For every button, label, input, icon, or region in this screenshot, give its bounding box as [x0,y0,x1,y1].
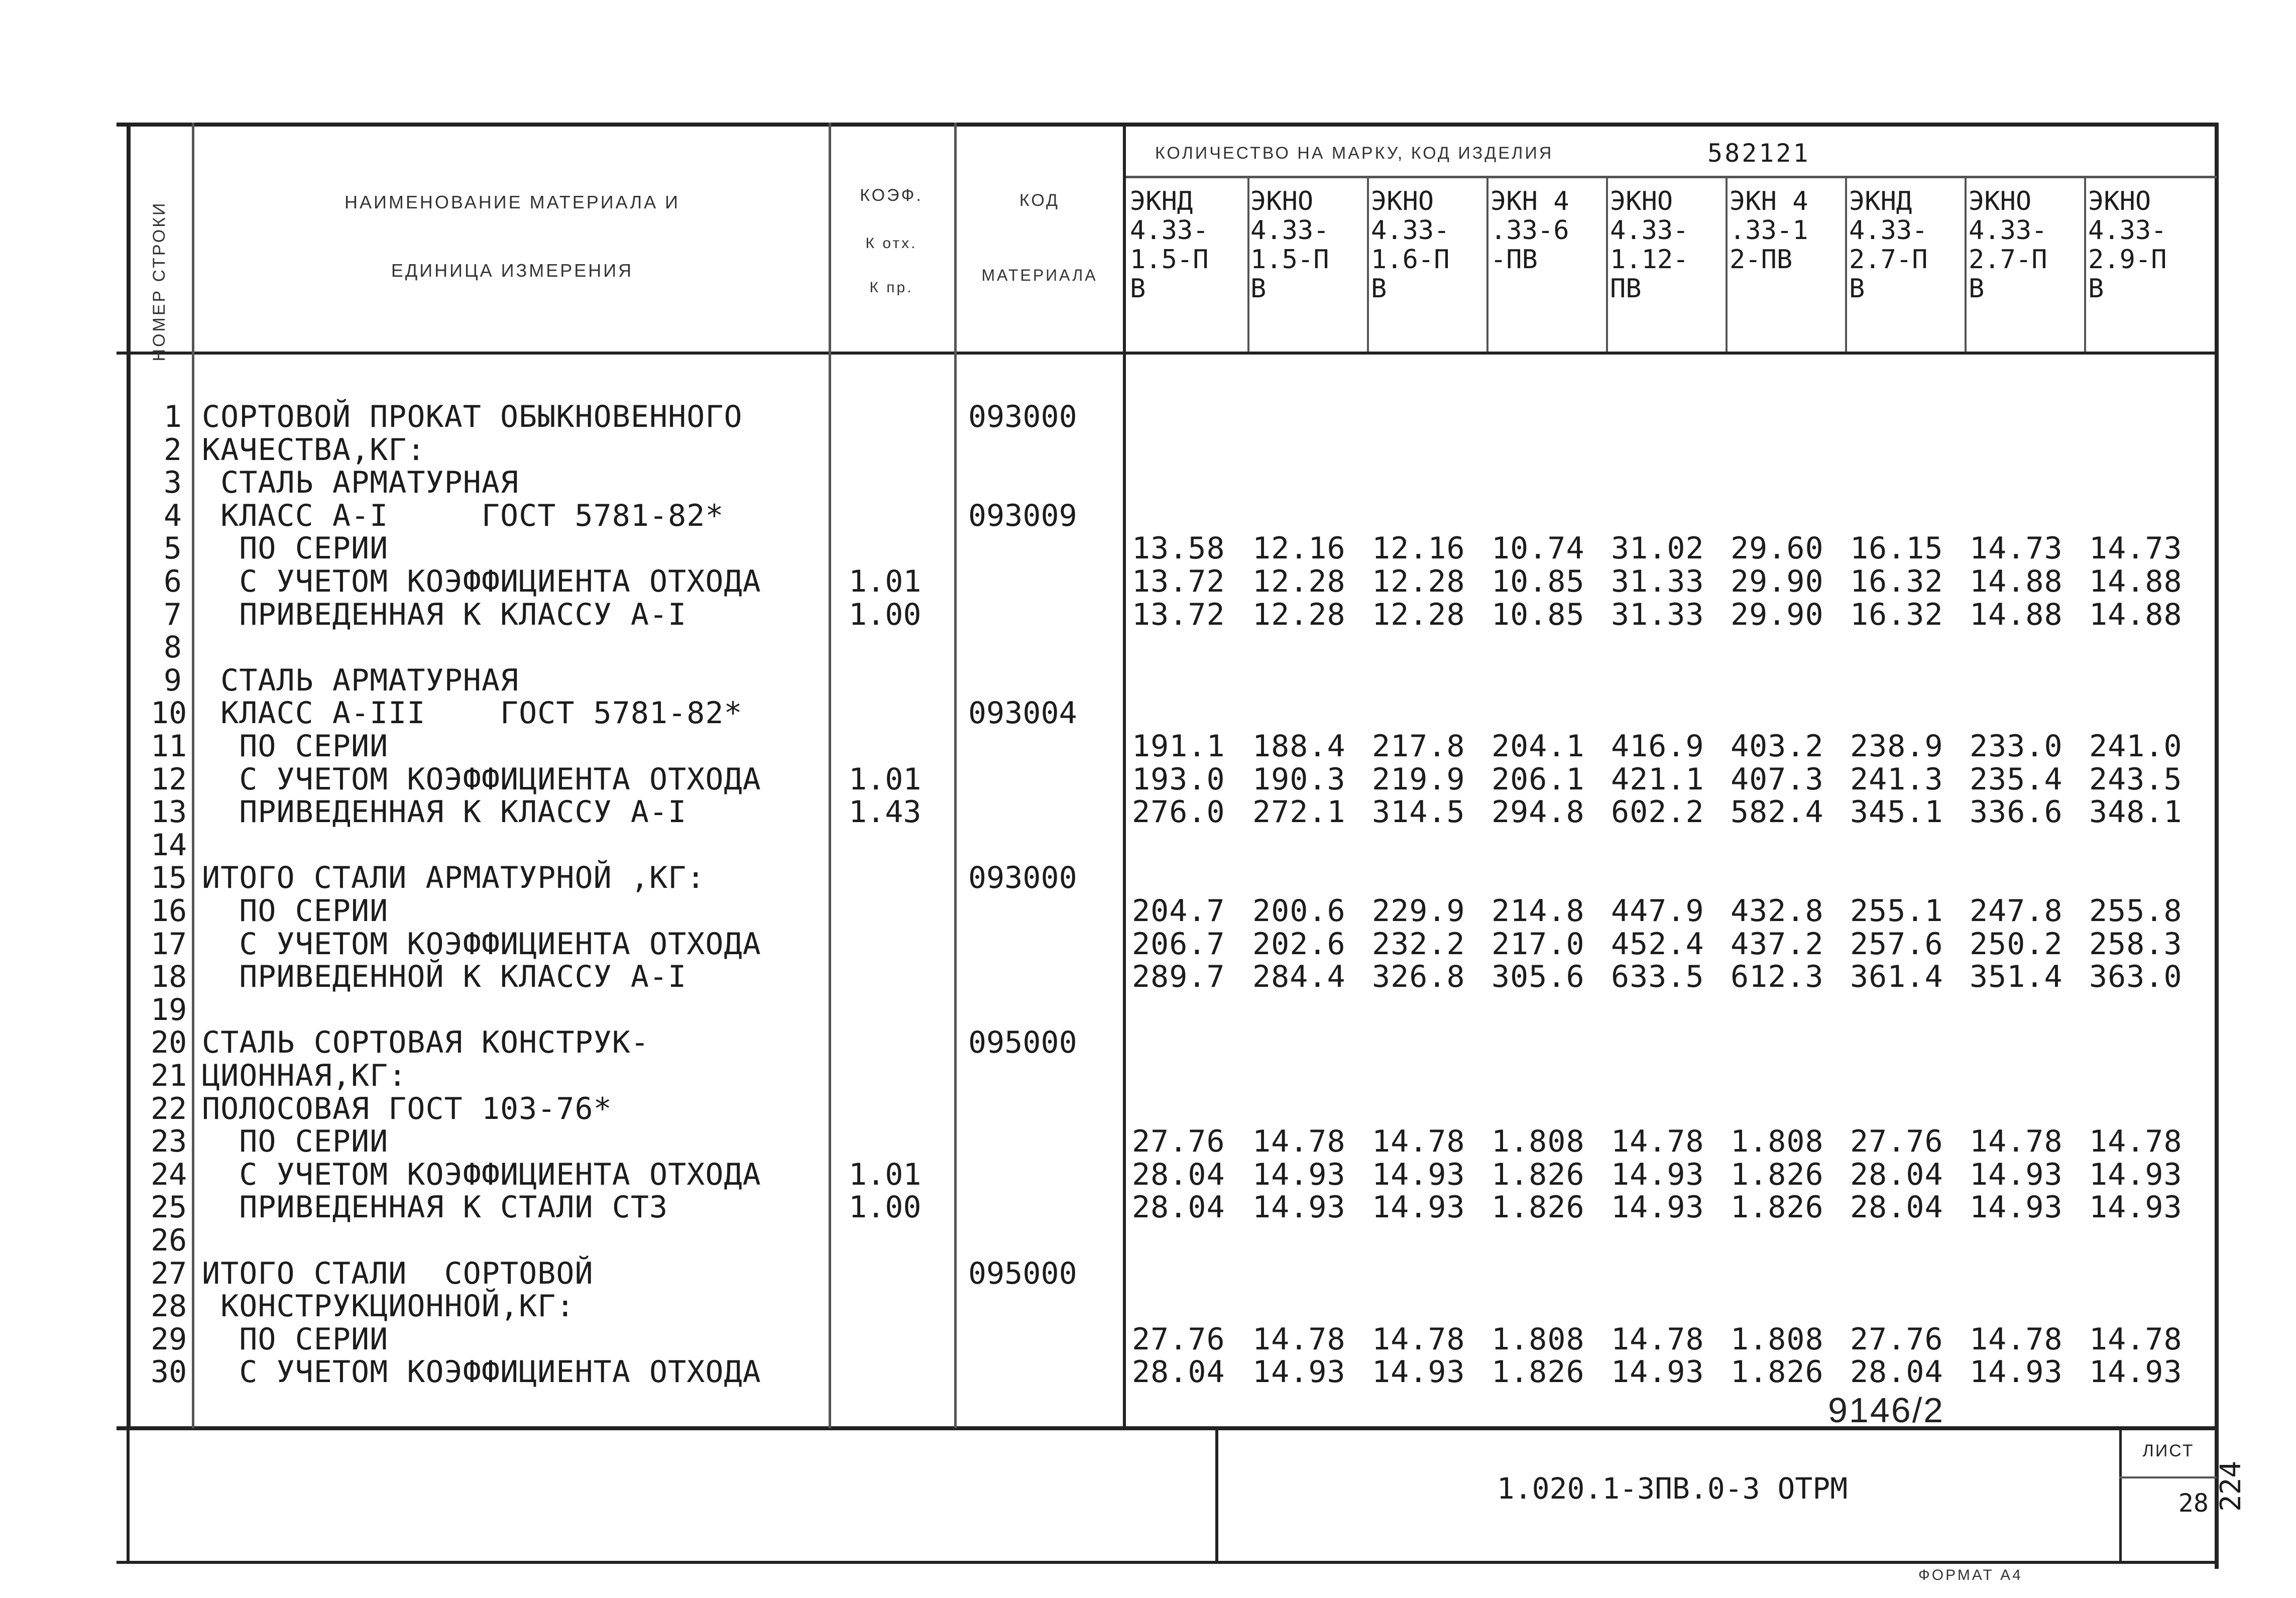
paper-format: ФОРМАТ А4 [1918,1567,2023,1583]
material-name: С УЧЕТОМ КОЭФФИЦИЕНТА ОТХОДА [202,564,761,599]
quantity-cell: 28.04 [1850,1354,1943,1390]
quantity-cell: 421.1 [1611,762,1704,797]
quantity-cell: 403.2 [1731,729,1824,764]
quantity-cell: 437.2 [1731,927,1824,962]
quantity-cell: 247.8 [1970,893,2063,929]
quantity-cell: 336.6 [1970,794,2063,830]
header-bottom-rule [117,352,2219,355]
quantity-cell: 14.78 [1252,1322,1346,1357]
quantity-cell: 633.5 [1611,959,1704,994]
coefficient: 1.01 [849,564,922,599]
row-number: 14 [151,828,187,863]
row-number: 22 [151,1091,187,1126]
row-number: 10 [151,696,187,731]
quantity-cell: 202.6 [1252,927,1346,962]
quantity-cell: 27.76 [1132,1322,1225,1357]
product-column-header: ЭКНО 4.33- 1.5-П В [1250,186,1329,304]
document-code: 1.020.1-3ПВ.0-3 ОТРМ [1497,1471,1848,1506]
quantity-cell: 284.4 [1252,959,1346,994]
quantity-cell: 217.8 [1372,729,1465,764]
header-kod-line1: КОД [1019,191,1060,210]
quantity-cell: 14.78 [1611,1124,1704,1159]
product-column-header: ЭКНД 4.33- 2.7-П В [1849,186,1928,304]
title-block-bottom-rule [117,1561,2219,1564]
material-code: 095000 [968,1256,1077,1291]
quantity-cell: 14.93 [1252,1157,1346,1192]
quantity-cell: 241.0 [2089,729,2183,764]
product-column-header: ЭКНО 4.33- 1.6-П В [1371,186,1450,304]
material-name: СТАЛЬ АРМАТУРНАЯ [202,465,519,500]
quantity-cell: 348.1 [2089,794,2183,830]
material-name: С УЧЕТОМ КОЭФФИЦИЕНТА ОТХОДА [202,762,761,797]
quantity-cell: 14.93 [1970,1354,2063,1390]
material-name: СТАЛЬ СОРТОВАЯ КОНСТРУК- [202,1025,649,1060]
material-name: ПО СЕРИИ [202,1124,389,1159]
material-name: ИТОГО СТАЛИ АРМАТУРНОЙ ,КГ: [202,860,706,895]
quantity-cell: 28.04 [1132,1354,1225,1390]
quantity-cell: 14.78 [2089,1124,2183,1159]
quantity-cell: 12.28 [1252,597,1346,632]
quantity-cell: 204.1 [1491,729,1585,764]
quantity-cell: 13.72 [1132,597,1225,632]
row-number: 13 [151,794,187,830]
row-number: 18 [151,959,187,994]
material-name: ПОЛОСОВАЯ ГОСТ 103-76* [202,1091,612,1126]
quantity-cell: 12.28 [1372,564,1465,599]
quantity-cell: 16.15 [1850,531,1943,566]
quantity-cell: 447.9 [1611,893,1704,929]
material-name: ПРИВЕДЕННАЯ К КЛАССУ А-I [202,597,687,632]
quantity-cell: 14.88 [2089,597,2183,632]
material-name: С УЧЕТОМ КОЭФФИЦИЕНТА ОТХОДА [202,1157,761,1192]
row-number: 20 [151,1025,187,1060]
material-name: КАЧЕСТВА,КГ: [202,432,426,468]
quantity-cell: 14.93 [2089,1190,2183,1225]
frame-left-rule [127,123,131,1428]
material-name: С УЧЕТОМ КОЭФФИЦИЕНТА ОТХОДА [202,927,761,962]
material-code: 093009 [968,498,1077,533]
quantity-cell: 14.93 [2089,1354,2183,1390]
quantity-cell: 14.93 [1372,1354,1465,1390]
quantity-cell: 12.28 [1252,564,1346,599]
row-number: 30 [151,1354,187,1390]
quantity-cell: 28.04 [1850,1157,1943,1192]
quantity-cell: 14.88 [1970,597,2063,632]
row-number: 6 [163,564,182,599]
col-rule-rownum [192,123,194,1428]
quantity-cell: 204.7 [1132,893,1225,929]
quantity-cell: 345.1 [1850,794,1943,830]
quantity-cell: 14.93 [1611,1190,1704,1225]
quantity-cell: 14.93 [1970,1190,2063,1225]
product-column-header: ЭКН 4 .33-6 -ПВ [1490,186,1569,275]
material-name: ИТОГО СТАЛИ СОРТОВОЙ [202,1256,594,1291]
quantity-cell: 602.2 [1611,794,1704,830]
product-column-header: ЭКН 4 .33-1 2-ПВ [1730,186,1808,275]
product-column-header: ЭКНО 4.33- 2.7-П В [1969,186,2047,304]
coefficient: 1.00 [849,597,922,632]
material-name: КЛАСС А-III ГОСТ 5781-82* [202,696,743,731]
quantity-cell: 14.78 [1970,1322,2063,1357]
quantity-cell: 276.0 [1132,794,1225,830]
quantity-cell: 233.0 [1970,729,2063,764]
quantity-cell: 14.93 [1252,1354,1346,1390]
quantity-cell: 14.93 [1372,1190,1465,1225]
quantity-cell: 31.33 [1611,597,1704,632]
quantity-cell: 1.826 [1491,1190,1585,1225]
frame-top-rule [117,123,2219,127]
col-rule-kod [1123,123,1126,1428]
margin-page-number: 224 [2215,1460,2247,1512]
quantity-cell: 1.826 [1731,1157,1824,1192]
quantity-cell: 10.74 [1491,531,1585,566]
row-number: 29 [151,1322,187,1357]
coefficient: 1.00 [849,1190,922,1225]
quantity-cell: 10.85 [1491,597,1585,632]
quantity-cell: 258.3 [2089,927,2183,962]
quantity-cell: 14.78 [1970,1124,2063,1159]
quantity-cell: 255.1 [1850,893,1943,929]
row-number: 5 [163,531,182,566]
row-number: 8 [163,630,182,665]
quantity-cell: 14.78 [1372,1322,1465,1357]
quantity-cell: 200.6 [1252,893,1346,929]
quantity-cell: 14.88 [1970,564,2063,599]
row-number: 28 [151,1289,187,1324]
material-code: 093000 [968,399,1077,434]
coefficient: 1.43 [849,794,922,830]
quantity-cell: 14.78 [1611,1322,1704,1357]
header-quantity-title: КОЛИЧЕСТВО НА МАРКУ, КОД ИЗДЕЛИЯ [1155,144,1554,163]
coefficient: 1.01 [849,1157,922,1192]
quantity-cell: 1.826 [1731,1354,1824,1390]
material-name: СОРТОВОЙ ПРОКАТ ОБЫКНОВЕННОГО [202,399,743,434]
quantity-cell: 229.9 [1372,893,1465,929]
col-rule-koef [954,123,957,1428]
header-koef-line3: К пр. [869,279,913,296]
frame-right-rule [2215,123,2219,1569]
row-number: 11 [151,729,187,764]
material-name: СТАЛЬ АРМАТУРНАЯ [202,663,519,698]
row-number: 9 [163,663,182,698]
quantity-cell: 10.85 [1491,564,1585,599]
sheet-label: ЛИСТ [2142,1441,2195,1460]
product-column-header: ЭКНО 4.33- 2.9-П В [2088,186,2167,304]
row-number: 27 [151,1256,187,1291]
material-code: 095000 [968,1025,1077,1060]
material-code: 093004 [968,696,1077,731]
quantity-cell: 16.32 [1850,597,1943,632]
header-koef-line1: КОЭФ. [860,186,923,205]
quantity-cell: 1.808 [1491,1322,1585,1357]
quantity-cell: 28.04 [1132,1190,1225,1225]
header-product-code: 582121 [1707,139,1810,168]
quantity-cell: 12.16 [1252,531,1346,566]
quantity-cell: 31.02 [1611,531,1704,566]
quantity-cell: 612.3 [1731,959,1824,994]
list-box-rule [2119,1476,2217,1478]
quantity-cell: 27.76 [1850,1322,1943,1357]
quantity-cell: 14.73 [1970,531,2063,566]
quantity-cell: 452.4 [1611,927,1704,962]
quantity-cell: 12.16 [1372,531,1465,566]
quantity-cell: 14.73 [2089,531,2183,566]
quantity-cell: 14.93 [1970,1157,2063,1192]
quantity-cell: 16.32 [1850,564,1943,599]
quantity-cell: 235.4 [1970,762,2063,797]
product-column-header: ЭКНО 4.33- 1.12- ПВ [1610,186,1689,304]
quantity-cell: 361.4 [1850,959,1943,994]
quantity-cell: 14.78 [1252,1124,1346,1159]
quantity-cell: 351.4 [1970,959,2063,994]
title-block-divider [1215,1428,1218,1563]
row-number: 23 [151,1124,187,1159]
quantity-cell: 13.58 [1132,531,1225,566]
row-number: 3 [163,465,182,500]
quantity-cell: 29.90 [1731,597,1824,632]
coefficient: 1.01 [849,762,922,797]
quantity-cell: 238.9 [1850,729,1943,764]
quantity-cell: 232.2 [1372,927,1465,962]
quantity-cell: 257.6 [1850,927,1943,962]
quantity-cell: 289.7 [1132,959,1225,994]
row-number: 19 [151,992,187,1028]
quantity-cell: 14.93 [1372,1157,1465,1192]
row-number: 4 [163,498,182,533]
header-kod-line2: МАТЕРИАЛА [981,266,1098,284]
quantity-cell: 12.28 [1372,597,1465,632]
row-number: 17 [151,927,187,962]
quantity-cell: 29.60 [1731,531,1824,566]
quantity-cell: 314.5 [1372,794,1465,830]
quantity-cell: 14.78 [1372,1124,1465,1159]
header-koef-line2: К отх. [865,235,917,252]
row-number: 7 [163,597,182,632]
quantity-cell: 14.93 [1611,1354,1704,1390]
quantity-cell: 13.72 [1132,564,1225,599]
quantity-cell: 294.8 [1491,794,1585,830]
quantity-cell: 27.76 [1850,1124,1943,1159]
quantity-cell: 407.3 [1731,762,1824,797]
material-name: ПО СЕРИИ [202,729,389,764]
material-name: ПРИВЕДЕННАЯ К КЛАССУ А-I [202,794,687,830]
sheet-number: 28 [2178,1489,2209,1518]
row-number: 1 [163,399,182,434]
row-number: 25 [151,1190,187,1225]
material-name: С УЧЕТОМ КОЭФФИЦИЕНТА ОТХОДА [202,1354,761,1390]
list-box-divider [2119,1428,2122,1563]
quantity-cell: 14.93 [2089,1157,2183,1192]
quantity-cell: 1.826 [1491,1157,1585,1192]
quantity-cell: 190.3 [1252,762,1346,797]
quantity-cell: 1.808 [1731,1124,1824,1159]
quantity-cell: 1.826 [1491,1354,1585,1390]
row-number: 15 [151,860,187,895]
quantity-cell: 206.7 [1132,927,1225,962]
quantity-cell: 363.0 [2089,959,2183,994]
material-name: ЦИОННАЯ,КГ: [202,1058,407,1093]
quantity-cell: 27.76 [1132,1124,1225,1159]
material-name: ПО СЕРИИ [202,1322,389,1357]
quantity-cell: 416.9 [1611,729,1704,764]
row-number: 26 [151,1223,187,1258]
quantity-cell: 272.1 [1252,794,1346,830]
quantity-cell: 214.8 [1491,893,1585,929]
quantity-cell: 188.4 [1252,729,1346,764]
row-number: 2 [163,432,182,468]
quantity-cell: 14.93 [1611,1157,1704,1192]
quantity-cell: 29.90 [1731,564,1824,599]
quantity-cell: 1.808 [1731,1322,1824,1357]
quantity-cell: 14.78 [2089,1322,2183,1357]
quantity-cell: 28.04 [1850,1190,1943,1225]
header-material-line2: ЕДИНИЦА ИЗМЕРЕНИЯ [391,260,634,281]
header-row-number: НОМЕР СТРОКИ [150,201,169,362]
title-block-left-rule [127,1428,130,1563]
quantity-cell: 191.1 [1132,729,1225,764]
quantity-cell: 255.8 [2089,893,2183,929]
row-number: 21 [151,1058,187,1093]
quantity-cell: 582.4 [1731,794,1824,830]
quantity-subheader-rule [1123,176,2217,178]
material-name: КОНСТРУКЦИОННОЙ,КГ: [202,1289,575,1324]
quantity-cell: 250.2 [1970,927,2063,962]
material-name: ПО СЕРИИ [202,531,389,566]
material-code: 093000 [968,860,1077,895]
material-name: КЛАСС А-I ГОСТ 5781-82* [202,498,724,533]
quantity-cell: 432.8 [1731,893,1824,929]
row-number: 12 [151,762,187,797]
document-number: 9146/2 [1828,1391,1945,1430]
row-number: 16 [151,893,187,929]
quantity-cell: 1.808 [1491,1124,1585,1159]
header-material-line1: НАИМЕНОВАНИЕ МАТЕРИАЛА И [345,192,680,212]
material-name: ПРИВЕДЕННАЯ К СТАЛИ СТ3 [202,1190,668,1225]
quantity-cell: 14.88 [2089,564,2183,599]
product-column-header: ЭКНД 4.33- 1.5-П В [1130,186,1209,304]
quantity-cell: 243.5 [2089,762,2183,797]
quantity-cell: 219.9 [1372,762,1465,797]
col-rule-q2 [1367,176,1369,352]
quantity-cell: 14.93 [1252,1190,1346,1225]
material-name: ПРИВЕДЕННОЙ К КЛАССУ А-I [202,959,687,994]
quantity-cell: 28.04 [1132,1157,1225,1192]
quantity-cell: 1.826 [1731,1190,1824,1225]
quantity-cell: 206.1 [1491,762,1585,797]
row-number: 24 [151,1157,187,1192]
quantity-cell: 241.3 [1850,762,1943,797]
quantity-cell: 217.0 [1491,927,1585,962]
quantity-cell: 31.33 [1611,564,1704,599]
material-name: ПО СЕРИИ [202,893,389,929]
quantity-cell: 305.6 [1491,959,1585,994]
col-rule-q1 [1247,176,1249,352]
quantity-cell: 326.8 [1372,959,1465,994]
quantity-cell: 193.0 [1132,762,1225,797]
